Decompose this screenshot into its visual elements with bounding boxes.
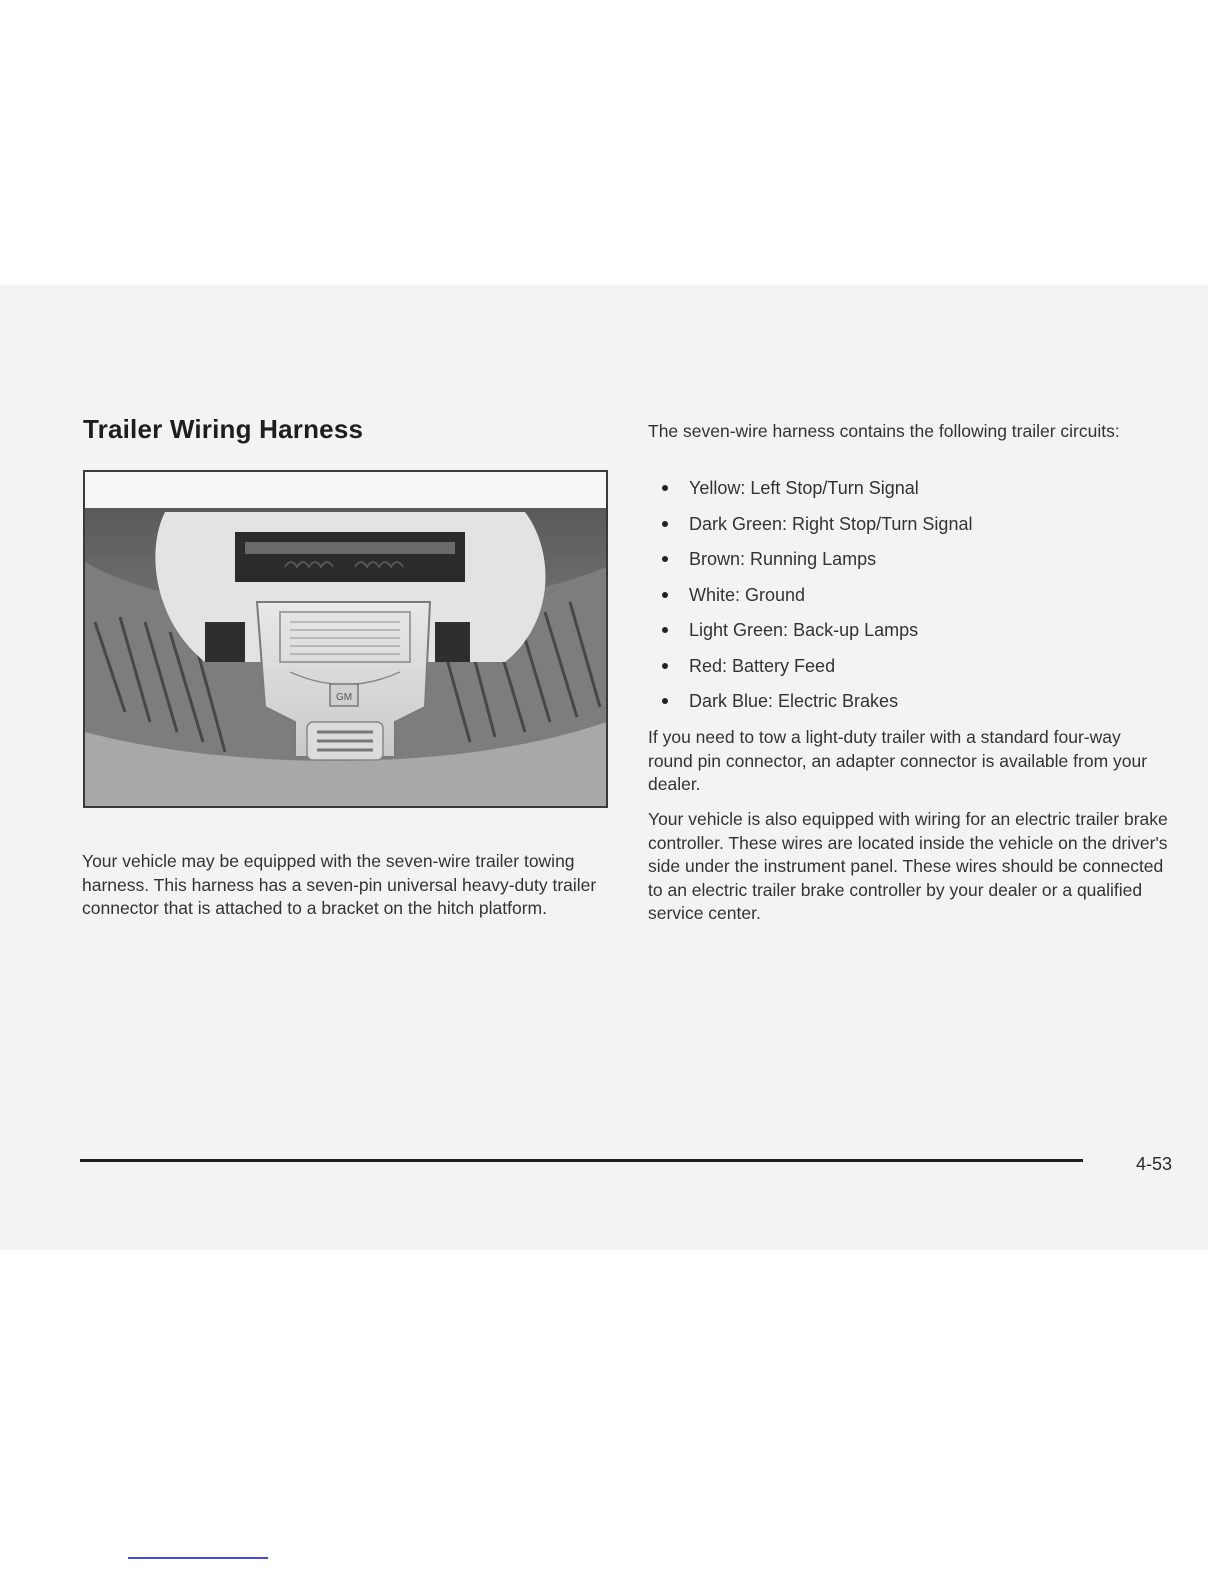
circuit-label: Light Green: Back-up Lamps	[689, 620, 919, 640]
bullet-icon	[662, 556, 668, 562]
circuit-item	[660, 476, 972, 512]
bullet-icon	[662, 592, 668, 598]
bullet-icon	[662, 627, 668, 633]
bottom-underline	[128, 1557, 268, 1559]
circuit-item	[660, 547, 972, 583]
page-number: 4-53	[1136, 1154, 1173, 1174]
circuit-label: Yellow: Left Stop/Turn Signal	[689, 478, 919, 498]
circuit-item	[660, 654, 972, 690]
circuit-label: Red: Battery Feed	[689, 655, 836, 676]
brake-controller-paragraph: Your vehicle is also equipped with wiring for an electric trailer brake controller. These wires are located inside the vehicle on the driver's side under the instrument panel. These wires should be connected to an electric trailer brake controller by your dealer or a qualified service center.	[648, 809, 1168, 923]
circuit-label: White: Ground	[689, 584, 806, 605]
circuit-item	[660, 618, 972, 654]
circuit-item	[660, 689, 972, 725]
section-heading: Trailer Wiring Harness	[83, 414, 364, 444]
circuits-intro: The seven-wire harness contains the following trailer circuits:	[648, 421, 1120, 441]
circuit-list	[660, 476, 972, 725]
bullet-icon	[662, 663, 668, 669]
connector-logo: GM	[335, 692, 353, 703]
bullet-icon	[662, 485, 668, 491]
circuit-label: Brown: Running Lamps	[689, 549, 877, 569]
circuit-item	[660, 583, 972, 619]
adapter-paragraph: If you need to tow a light-duty trailer with a standard four-way round pin connector, an adapter connector is available from your dealer.	[648, 727, 1148, 794]
footer-rule	[80, 1159, 1083, 1162]
bullet-icon	[662, 521, 668, 527]
bullet-icon	[662, 698, 668, 704]
circuit-label: Dark Blue: Electric Brakes	[689, 691, 899, 711]
trailer-connector-photo	[83, 470, 608, 808]
harness-description: Your vehicle may be equipped with the seven-wire trailer towing harness. This harness has a seven-pin universal heavy-duty trailer connector that is attached to a bracket on the hitch platform.	[82, 851, 597, 918]
circuit-item	[660, 512, 972, 548]
circuit-label: Dark Green: Right Stop/Turn Signal	[689, 513, 973, 534]
